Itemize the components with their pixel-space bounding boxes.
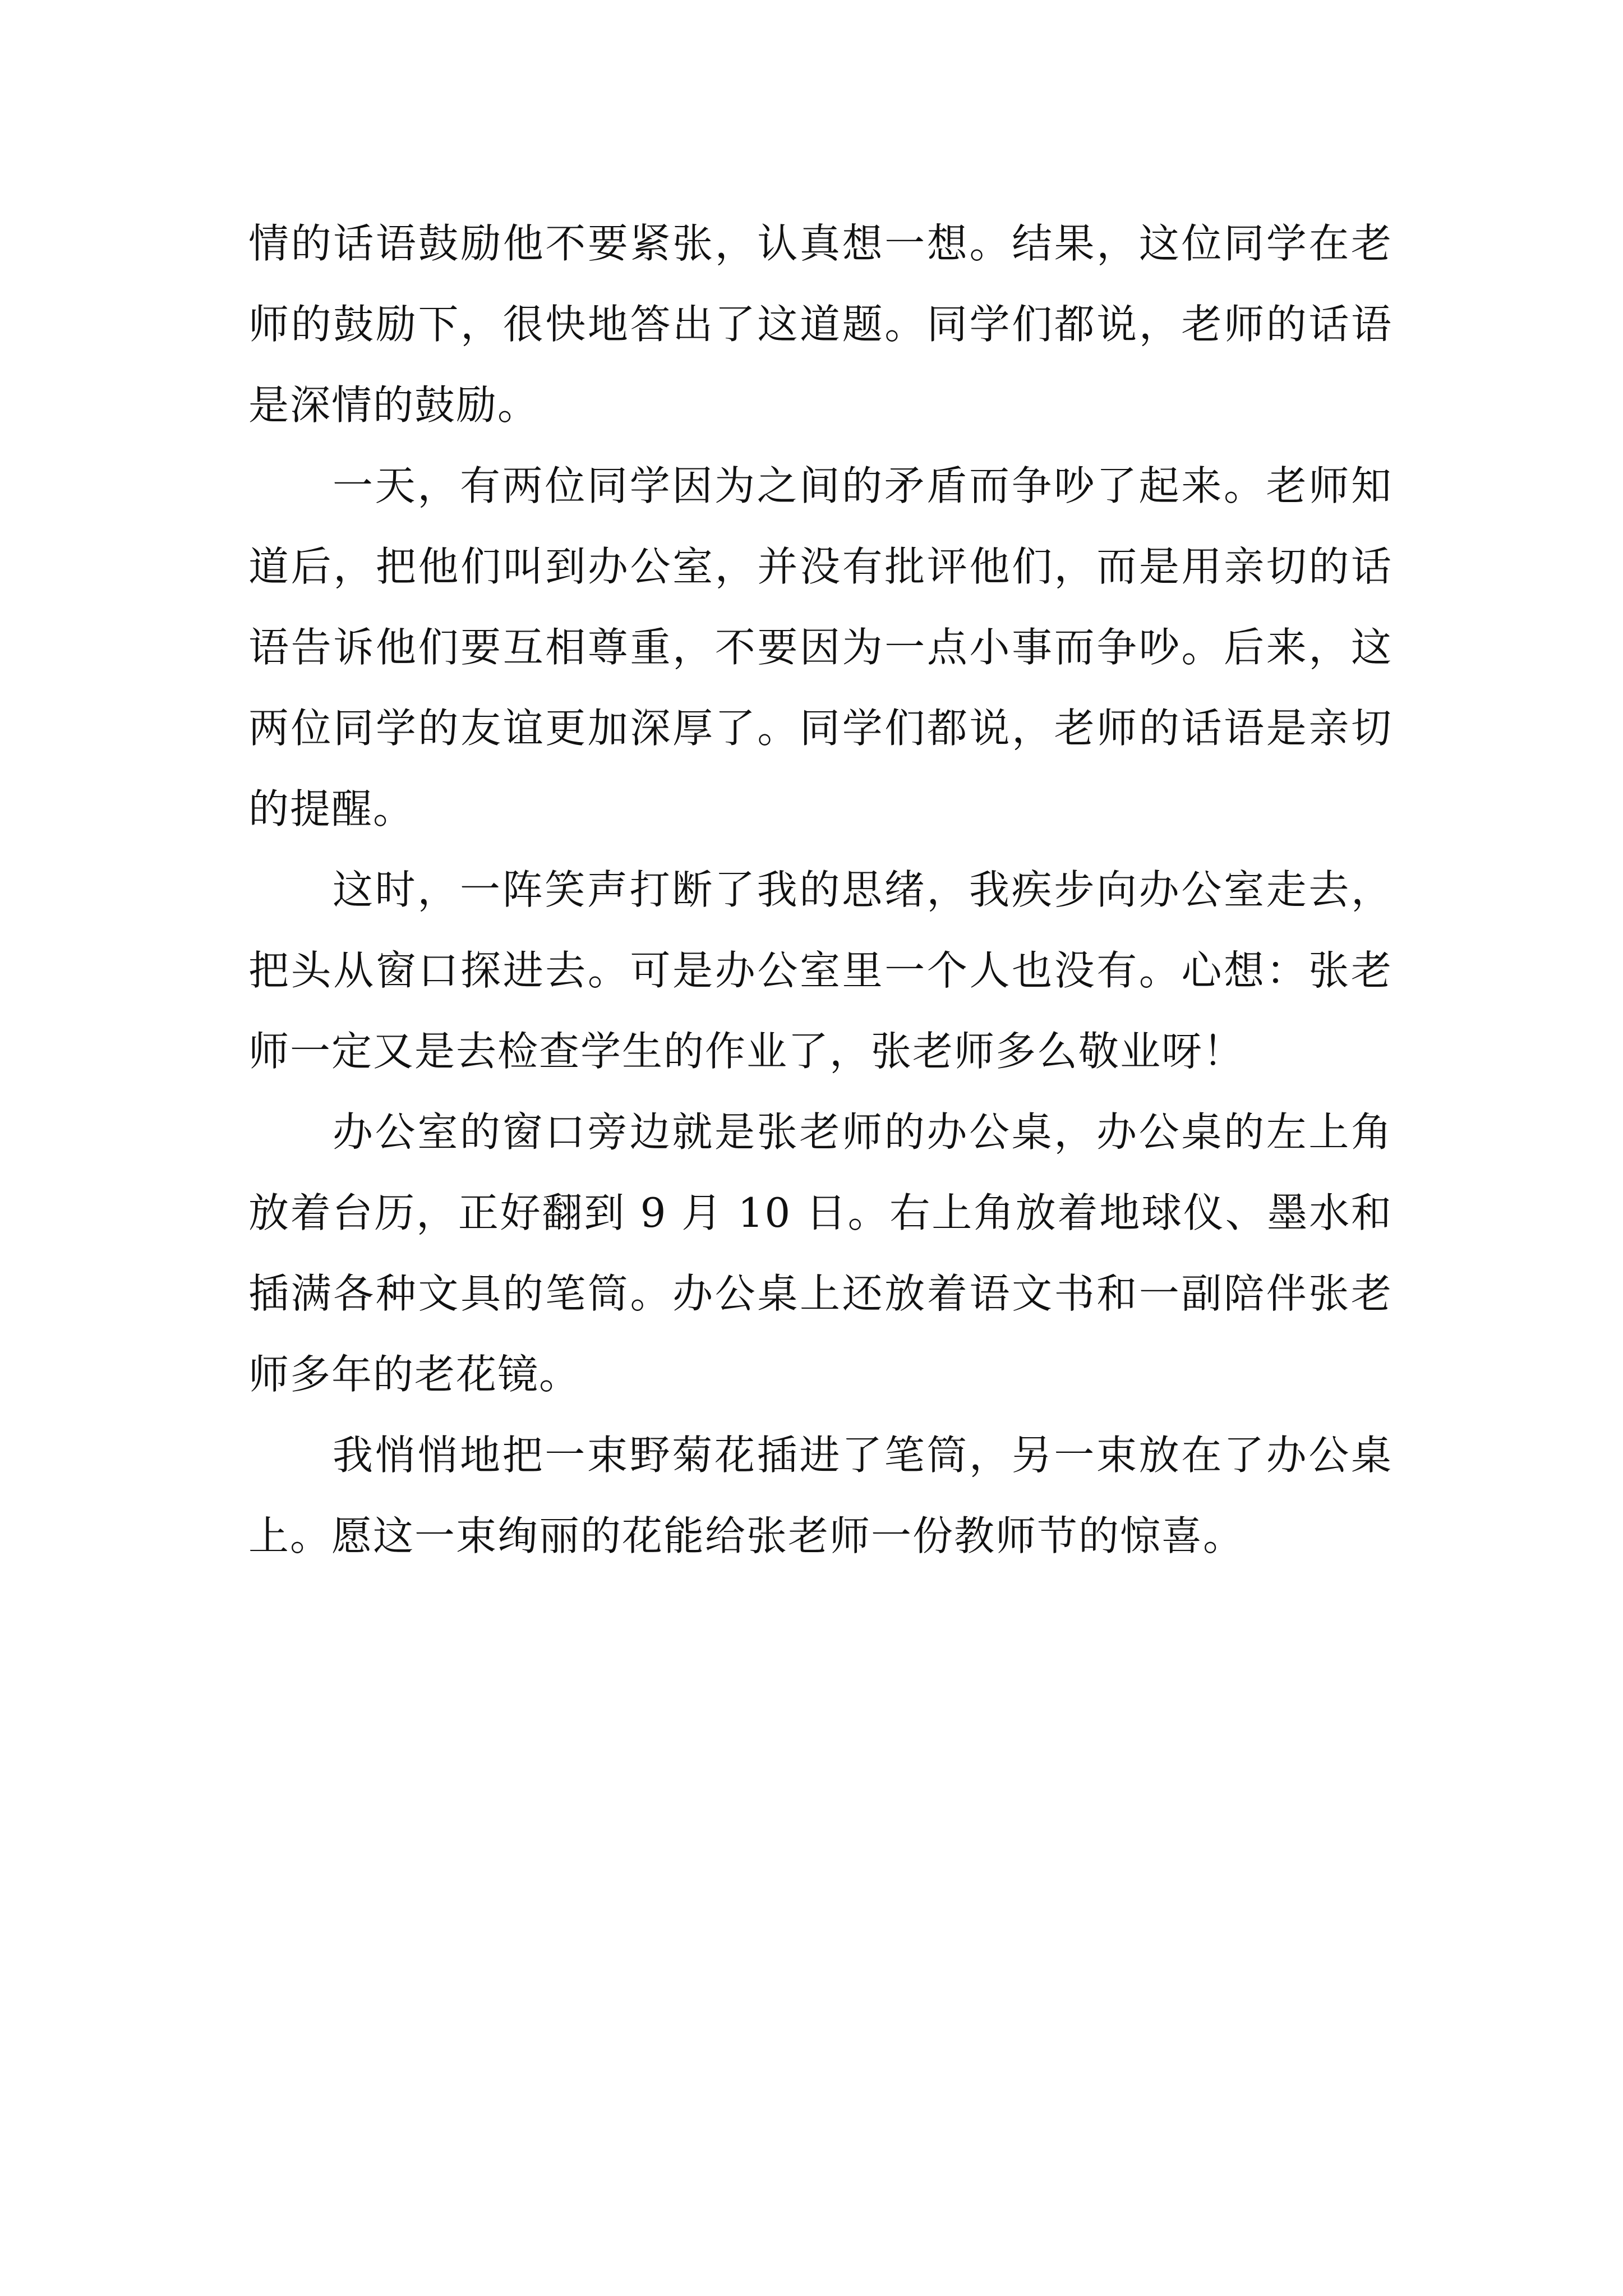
paragraph-5: 我悄悄地把一束野菊花插进了笔筒，另一束放在了办公桌上。愿这一束绚丽的花能给张老师一份教师节的惊喜。 (248, 1432, 1393, 1559)
paragraph-4: 办公室的窗口旁边就是张老师的办公桌，办公桌的左上角放着台历，正好翻到 9 月 10 日。右上角放着地球仪、墨水和插满各种文具的笔筒。办公桌上还放着语文书和一副陪伴张老师多年的老花镜。 (248, 1108, 1393, 1398)
paragraph-3: 这时，一阵笑声打断了我的思绪，我疾步向办公室走去，把头从窗口探进去。可是办公室里一个人也没有。心想：张老师一定又是去检查学生的作业了，张老师多么敬业呀！ (248, 866, 1393, 1075)
paragraph-1: 情的话语鼓励他不要紧张，认真想一想。结果，这位同学在老师的鼓励下，很快地答出了这道题。同学们都说，老师的话语是深情的鼓励。 (248, 220, 1393, 429)
paragraph-2: 一天，有两位同学因为之间的矛盾而争吵了起来。老师知道后，把他们叫到办公室，并没有批评他们，而是用亲切的话语告诉他们要互相尊重，不要因为一点小事而争吵。后来，这两位同学的友谊更加深厚了。同学们都说，老师的话语是亲切的提醒。 (248, 462, 1393, 832)
body-text (248, 203, 1393, 1576)
